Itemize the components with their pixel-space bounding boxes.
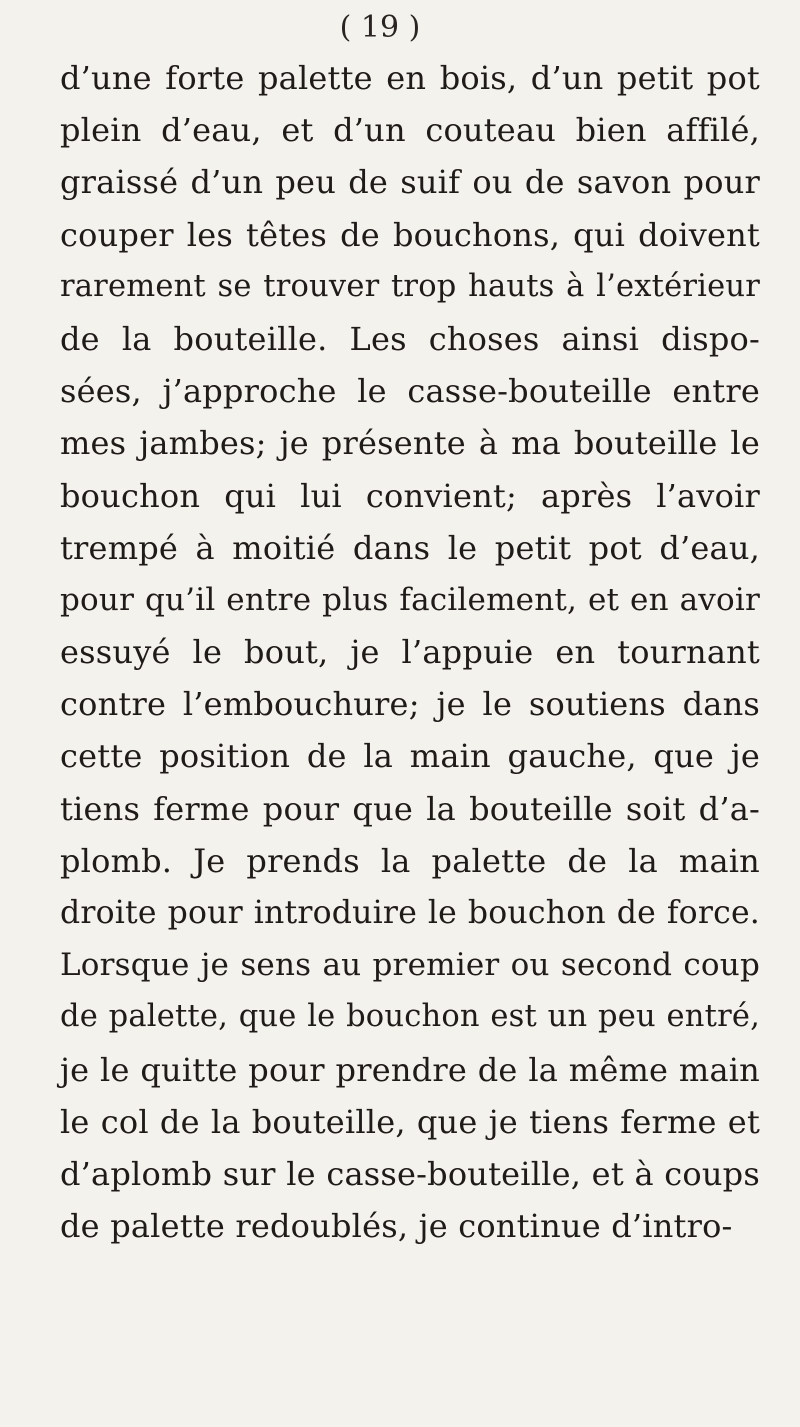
text-line: de palette redoublés, je continue d’intro- xyxy=(60,1207,733,1246)
text-line: de la bouteille. Les choses ainsi dispo- xyxy=(60,319,760,358)
body-text xyxy=(60,52,760,1252)
text-line: mes jambes; je présente à ma bouteille le xyxy=(60,424,760,463)
text-line: essuyé le bout, je l’appuie en tournant xyxy=(60,633,760,672)
text-line: tiens ferme pour que la bouteille soit d’a- xyxy=(60,789,760,828)
text-line: bouchon qui lui convient; après l’avoir xyxy=(60,476,760,515)
text-line: pour qu’il entre plus facilement, et en avoir xyxy=(60,581,760,618)
text-line: le col de la bouteille, que je tiens ferme et xyxy=(60,1102,760,1141)
text-line: Lorsque je sens au premier ou second coup xyxy=(60,947,760,984)
text-line: trempé à moitié dans le petit pot d’eau, xyxy=(60,528,760,567)
text-line: plein d’eau, et d’un couteau bien affilé, xyxy=(60,111,760,150)
page-number: ( 19 ) xyxy=(339,10,421,45)
text-line: de palette, que le bouchon est un peu entré, xyxy=(60,999,760,1035)
text-line: plomb. Je prends la palette de la main xyxy=(60,841,760,880)
text-line: rarement se trouver trop hauts à l’extérieur xyxy=(60,268,760,304)
text-line: contre l’embouchure; je le soutiens dans xyxy=(60,685,760,724)
text-line: cette position de la main gauche, que je xyxy=(60,737,760,776)
text-line: sées, j’approche le casse-bouteille entre xyxy=(60,372,760,411)
text-line: droite pour introduire le bouchon de force. xyxy=(60,895,760,931)
text-line: je le quitte pour prendre de la même main xyxy=(60,1050,760,1089)
text-line: couper les têtes de bouchons, qui doivent xyxy=(60,215,760,254)
text-line: graissé d’un peu de suif ou de savon pour xyxy=(60,163,760,202)
text-line: d’aplomb sur le casse-bouteille, et à coups xyxy=(60,1154,760,1193)
text-line: d’une forte palette en bois, d’un petit pot xyxy=(60,59,760,97)
